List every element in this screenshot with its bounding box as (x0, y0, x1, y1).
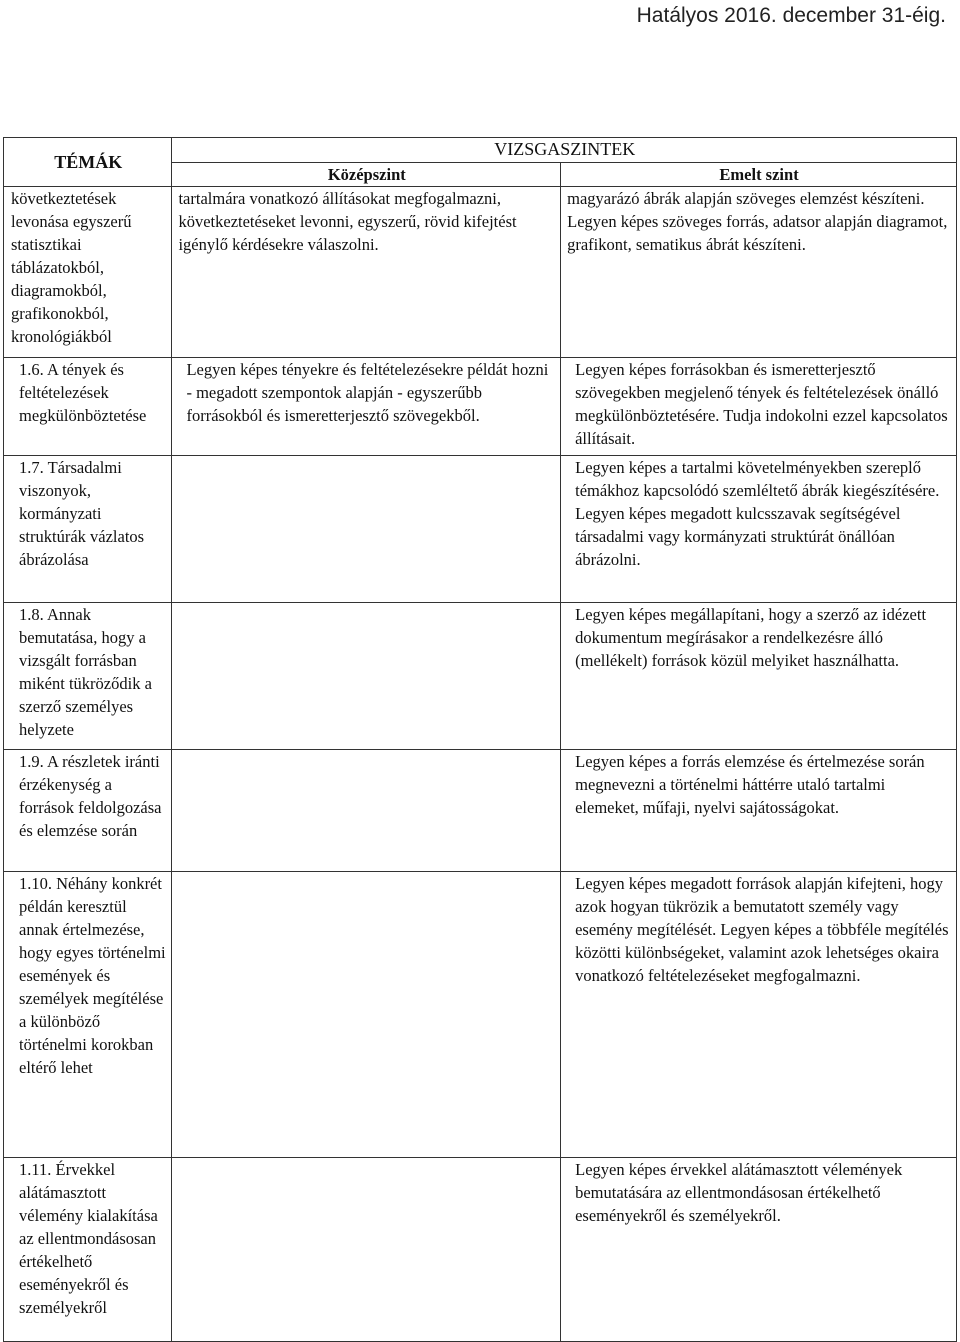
mid-level-header: Középszint (172, 163, 561, 187)
mid-level-cell (172, 456, 561, 603)
mid-level-cell: tartalmára vonatkozó állításokat megfogalmazni, következtetéseket levonni, egyszerű, rövid kifejtést igénylő kérdésekre válaszolni. (172, 187, 561, 358)
high-level-cell: Legyen képes megállapítani, hogy a szerző az idézett dokumentum megírásakor a rendelkezésre álló (mellékelt) források közül melyiket használhatta. (561, 603, 957, 750)
high-level-cell: Legyen képes a tartalmi követelményekben szereplő témákhoz kapcsolódó szemléltető ábrák kiegészítésére. Legyen képes megadott kulcsszavak segítségével társadalmi vagy kormányzati struktúrát önállóan ábrázolni. (561, 456, 957, 603)
table-row (4, 603, 957, 750)
mid-level-cell (172, 1158, 561, 1342)
table-row (4, 358, 957, 456)
table-row (4, 872, 957, 1158)
high-level-cell: Legyen képes a forrás elemzése és értelmezése során megnevezni a történelmi háttérre utaló tartalmi elemeket, műfaji, nyelvi sajátosságokat. (561, 750, 957, 872)
mid-level-cell (172, 750, 561, 872)
high-level-cell (561, 187, 957, 358)
high-level-cell: Legyen képes érvekkel alátámasztott vélemények bemutatására az ellentmondásosan értékelhető eseményekről és személyekről. (561, 1158, 957, 1342)
table-row (4, 187, 957, 358)
topic-cell: 1.6. A tények és feltételezések megkülönböztetése (4, 358, 172, 456)
validity-header: Hatályos 2016. december 31-éig. (636, 4, 946, 27)
high-level-cell: Legyen képes forrásokban és ismeretterjesztő szövegekben megjelenő tények és feltételezések önálló megkülönböztetésére. Tudja indokolni ezzel kapcsolatos állításait. (561, 358, 957, 456)
mid-level-cell (172, 603, 561, 750)
table-row (4, 456, 957, 603)
topic-cell: 1.7. Társadalmi viszonyok, kormányzati struktúrák vázlatos ábrázolása (4, 456, 172, 603)
topics-header: TÉMÁK (4, 138, 172, 187)
mid-level-cell: Legyen képes tényekre és feltételezésekre példát hozni - megadott szempontok alapján - egyszerűbb forrásokból és ismeretterjesztő szövegekből. (172, 358, 561, 456)
high-level-cell: Legyen képes megadott források alapján kifejteni, hogy azok hogyan tükrözik a bemutatott személy vagy esemény megítélését. Legyen képes a többféle megítélés közötti különbségeket, valamint azok lehetséges okaira vonatkozó feltételezéseket megfogalmazni. (561, 872, 957, 1158)
topic-cell: 1.10. Néhány konkrét példán keresztül annak értelmezése, hogy egyes történelmi események és személyek megítélése a különböző történelmi korokban eltérő lehet (4, 872, 172, 1158)
topic-cell: 1.9. A részletek iránti érzékenység a források feldolgozása és elemzése során (4, 750, 172, 872)
high-level-header: Emelt szint (561, 163, 957, 187)
exam-requirements-table (3, 137, 957, 1342)
topic-cell: következtetések levonása egyszerű statisztikai táblázatokból, diagramokból, grafikonokból, kronológiákból (4, 187, 172, 358)
high-level-text: magyarázó ábrák alapján szöveges elemzést készíteni. Legyen képes szöveges forrás, adatsor alapján diagramot, grafikont, sematikus ábrát készíteni. (567, 189, 948, 254)
table-row (4, 1158, 957, 1342)
table-row (4, 750, 957, 872)
mid-level-cell (172, 872, 561, 1158)
topic-cell: 1.11. Érvekkel alátámasztott vélemény kialakítása az ellentmondásosan értékelhető eseményekről és személyekről (4, 1158, 172, 1342)
topic-cell: 1.8. Annak bemutatása, hogy a vizsgált forrásban miként tükröződik a szerző személyes helyzete (4, 603, 172, 750)
exam-levels-header: VIZSGASZINTEK (172, 138, 957, 163)
